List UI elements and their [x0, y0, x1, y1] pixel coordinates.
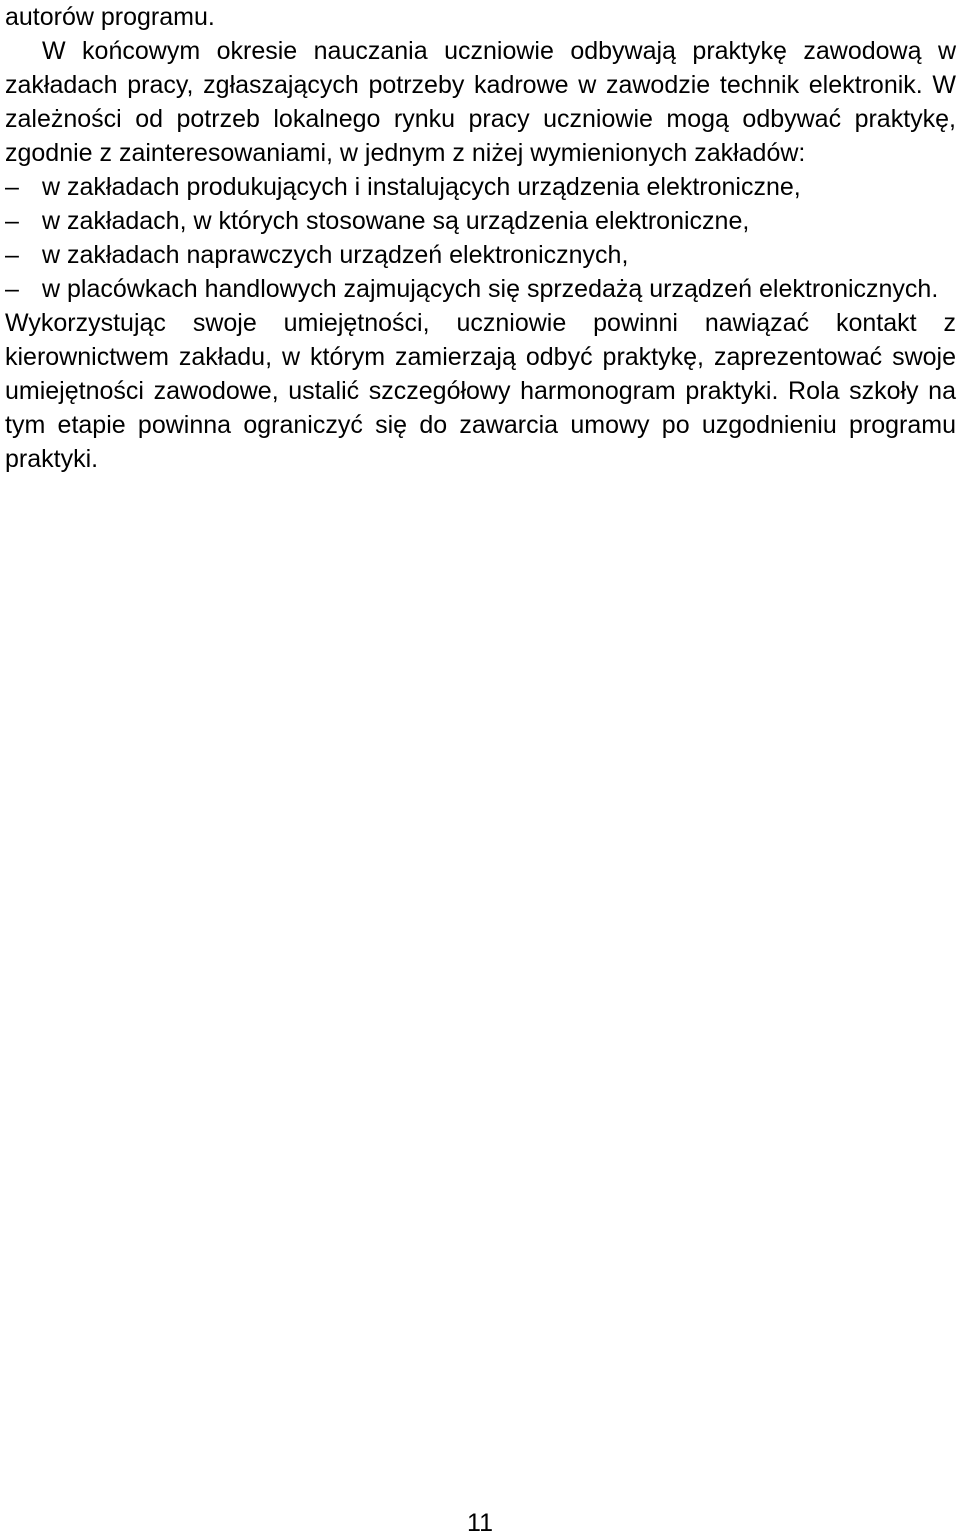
workplace-list — [5, 170, 956, 306]
list-item — [5, 204, 956, 238]
paragraph-student-contact: Wykorzystując swoje umiejętności, uczniowie powinni nawiązać kontakt z kierownictwem zakładu, w którym zamierzają odbyć praktykę, zaprezentować swoje umiejętności zawodowe, ustalić szczegółowy harmonogram praktyki. Rola szkoły na tym etapie powinna ograniczyć się do zawarcia umowy po uzgodnieniu programu praktyki. — [5, 309, 956, 473]
list-item-text: w zakładach naprawczych urządzeń elektronicznych, — [42, 241, 629, 269]
dash-marker: – — [5, 207, 19, 235]
list-item — [5, 170, 956, 204]
dash-marker: – — [5, 173, 19, 201]
paragraph-continuation: autorów programu. — [5, 3, 215, 31]
list-item-text: w placówkach handlowych zajmujących się sprzedażą urządzeń elektronicznych. — [42, 275, 939, 303]
page-number: 11 — [467, 1509, 493, 1537]
list-item-text: w zakładach produkujących i instalujących urządzenia elektroniczne, — [42, 173, 801, 201]
dash-marker: – — [5, 241, 19, 269]
list-item — [5, 238, 956, 272]
list-item — [5, 272, 956, 306]
paragraph-practice-intro: W końcowym okresie nauczania uczniowie odbywają praktykę zawodową w zakładach pracy, zgłaszających potrzeby kadrowe w zawodzie technik elektronik. W zależności od potrzeb lokalnego rynku pracy uczniowie mogą odbywać praktykę, zgodnie z zainteresowaniami, w jednym z niżej wymienionych zakładów: — [5, 37, 956, 167]
list-item-text: w zakładach, w których stosowane są urządzenia elektroniczne, — [42, 207, 750, 235]
dash-marker: – — [5, 275, 19, 303]
document-page — [5, 0, 956, 476]
